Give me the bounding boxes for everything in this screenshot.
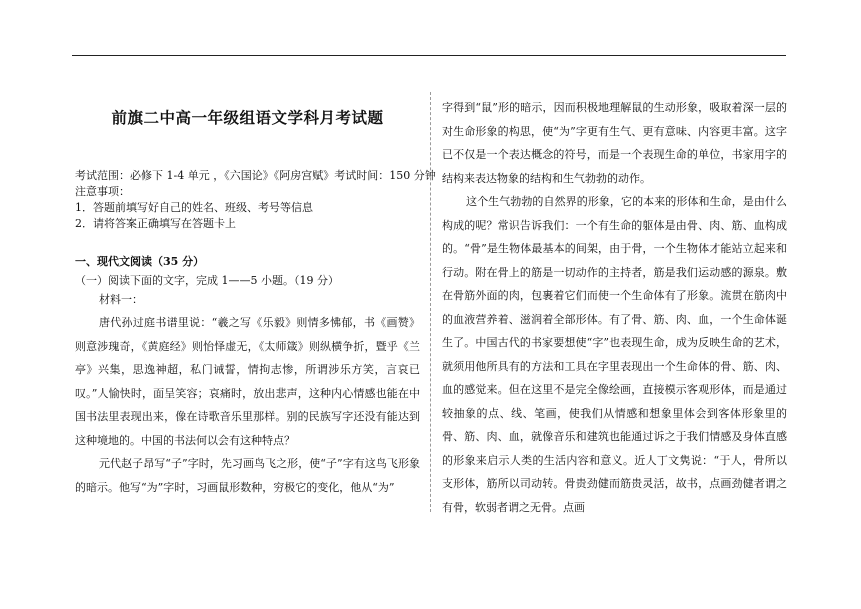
exam-title: 前旗二中高一年级组语文学科月考试题 bbox=[111, 108, 384, 127]
section-heading: 一、现代文阅读（35 分） bbox=[75, 255, 205, 268]
right-column bbox=[442, 96, 787, 519]
meta-line-scope: 考试范围：必修下 1-4 单元 ，《六国论》《阿房宫赋》考试时间：150 分钟 bbox=[75, 169, 436, 182]
column-divider bbox=[430, 92, 431, 512]
exam-meta bbox=[75, 168, 436, 232]
material-label: 材料一： bbox=[99, 293, 143, 306]
meta-line-note-1: 1．答题前填写好自己的姓名、班级、考号等信息 bbox=[75, 201, 313, 214]
meta-line-notes-heading: 注意事项： bbox=[75, 185, 130, 198]
passage-paragraph: 元代赵子昂写“子”字时，先习画鸟飞之形，使“子”字有这鸟飞形象的暗示。他写“为”字时，习画鼠形数种，穷极它的变化，他从“为” bbox=[75, 457, 420, 494]
left-column bbox=[75, 96, 436, 499]
passage-paragraph-continued: 字得到“鼠”形的暗示，因而积极地理解鼠的生动形象，吸取着深一层的对生命形象的构思，使“为”字更有生气、更有意味、内容更丰富。这字已不仅是一个表达概念的符号，而是一个表现生命的单位，书家用字的结构来表达物象的结构和生气勃勃的动作。 bbox=[442, 101, 787, 185]
subsection-instruction: （一）阅读下面的文字，完成 1——5 小题。（19 分） bbox=[75, 274, 339, 287]
top-rule bbox=[72, 55, 786, 56]
meta-line-note-2: 2．请将答案正确填写在答题卡上 bbox=[75, 217, 236, 230]
passage-paragraph: 唐代孙过庭书谱里说：“羲之写《乐毅》则情多怫郁，书《画赞》则意涉瑰奇，《黄庭经》则怡怿虚无，《太师箴》则纵横争折，暨乎《兰亭》兴集，思逸神超，私门诫誓，情拘志惨，所谓涉乐方笑，言哀已叹。”人愉快时，面呈笑容；哀痛时，放出悲声，这种内心情感也能在中国书法里表现出来，像在诗歌音乐里那样。别的民族写字还没有能达到这种境地的。中国的书法何以会有这种特点？ bbox=[75, 316, 420, 447]
passage-paragraph: 这个生气勃勃的自然界的形象，它的本来的形体和生命，是由什么构成的呢？常识告诉我们：一个有生命的躯体是由骨、肉、筋、血构成的。“骨”是生物体最基本的间架，由于骨，一个生物体才能站立起来和行动。附在骨上的筋是一切动作的主持者，筋是我们运动感的源泉。敷在骨筋外面的肉，包裹着它们而使一个生命体有了形象。流贯在筋肉中的血液营养着、滋润着全部形体。有了骨、筋、肉、血，一个生命体诞生了。中国古代的书家要想使“字”也表现生命，成为反映生命的艺术，就须用他所具有的方法和工具在字里表现出一个生命体的骨、筋、肉、血的感觉来。但在这里不是完全像绘画，直接模示客观形体，而是通过较抽象的点、线、笔画，使我们从情感和想象里体会到客体形象里的骨、筋、肉、血，就像音乐和建筑也能通过诉之于我们情感及身体直感的形象来启示人类的生活内容和意义。近人丁文隽说：“于人，骨所以支形体，筋所以司动转。骨贵劲健而筋贵灵活，故书，点画劲健者谓之有骨，软弱者谓之无骨。点画 bbox=[442, 195, 787, 514]
